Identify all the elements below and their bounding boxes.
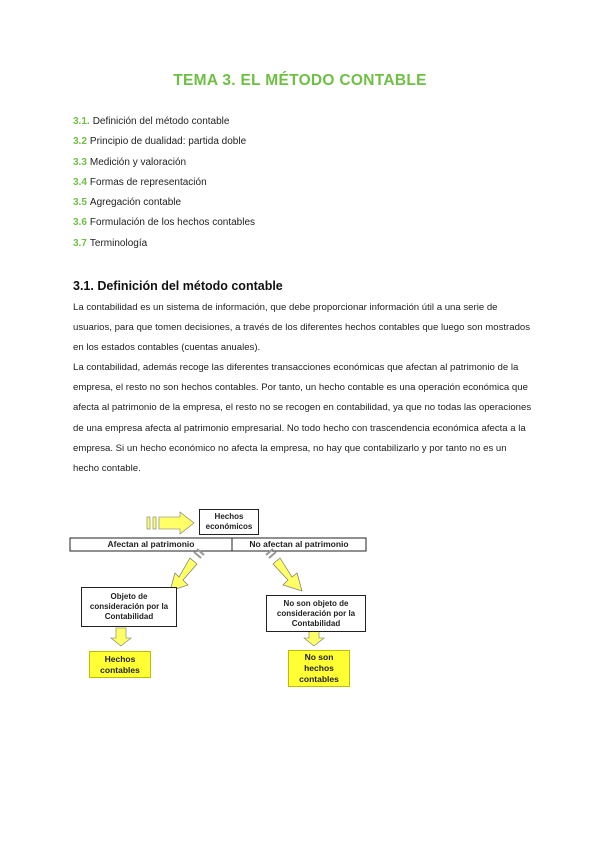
top-box: Hechos económicos bbox=[199, 509, 259, 535]
page-title: TEMA 3. EL MÉTODO CONTABLE bbox=[173, 72, 427, 89]
flow-diagram bbox=[0, 500, 600, 700]
left-box: Objeto de consideración por la Contabilidad bbox=[81, 587, 177, 627]
toc-number: 3.2 bbox=[73, 136, 87, 148]
right-box: No son objeto de consideración por la Contabilidad bbox=[266, 595, 366, 632]
toc-number: 3.7 bbox=[73, 237, 87, 249]
toc-number: 3.6 bbox=[73, 217, 87, 229]
toc-label: Medición y valoración bbox=[89, 156, 187, 168]
right-branch-label: No afectan al patrimonio bbox=[249, 539, 349, 549]
table-of-contents bbox=[73, 112, 255, 254]
toc-label: Formulación de los hechos contables bbox=[89, 217, 255, 229]
toc-number: 3.4 bbox=[73, 176, 87, 188]
toc-number: 3.3 bbox=[73, 156, 87, 168]
right-arrow-icon bbox=[266, 549, 302, 591]
toc-number: 3.1. bbox=[73, 116, 90, 127]
right-result-box: No son hechos contables bbox=[288, 650, 350, 687]
toc-item bbox=[73, 132, 255, 152]
toc-label: Principio de dualidad: partida doble bbox=[89, 136, 247, 148]
paragraph-1: La contabilidad es un sistema de información, que debe proporcionar información útil a una serie de usuarios, para que tomen decisiones, a través de los diferentes hechos contables que luego son mostrados en los estados contables (cuentas anuales). bbox=[73, 302, 531, 354]
toc-label: Definición del método contable bbox=[92, 116, 230, 127]
left-arrow-icon bbox=[170, 549, 204, 591]
toc-number: 3.5 bbox=[73, 197, 87, 209]
section-heading: 3.1. Definición del método contable bbox=[73, 279, 283, 293]
toc-label: Formas de representación bbox=[89, 176, 207, 188]
input-arrow-icon bbox=[147, 512, 194, 534]
left-result-box: Hechos contables bbox=[89, 651, 151, 678]
toc-item bbox=[73, 193, 255, 213]
left-down-arrow-icon bbox=[111, 628, 131, 646]
paragraph-2: La contabilidad, además recoge las diferentes transacciones económicas que afectan al patrimonio de la empresa, el resto no son hechos contables. Por tanto, un hecho contable es una operación económica que afecta al patrimonio de la empresa, el resto no se recogen en contabilidad, ya que no todas las operaciones de una empresa afecta al patrimonio empresarial. No todo hecho con trascendencia económica afecta a la empresa. Si un hecho económico no afecta la empresa, no hay que contabilizarlo y por tanto no es un hecho contable. bbox=[73, 362, 532, 475]
toc-item bbox=[73, 112, 255, 132]
left-branch-label: Afectan al patrimonio bbox=[107, 539, 195, 549]
toc-label: Agregación contable bbox=[89, 197, 182, 209]
toc-label: Terminología bbox=[89, 237, 148, 249]
toc-item bbox=[73, 153, 255, 173]
toc-item bbox=[73, 173, 255, 193]
toc-item bbox=[73, 234, 255, 254]
toc-item bbox=[73, 213, 255, 233]
